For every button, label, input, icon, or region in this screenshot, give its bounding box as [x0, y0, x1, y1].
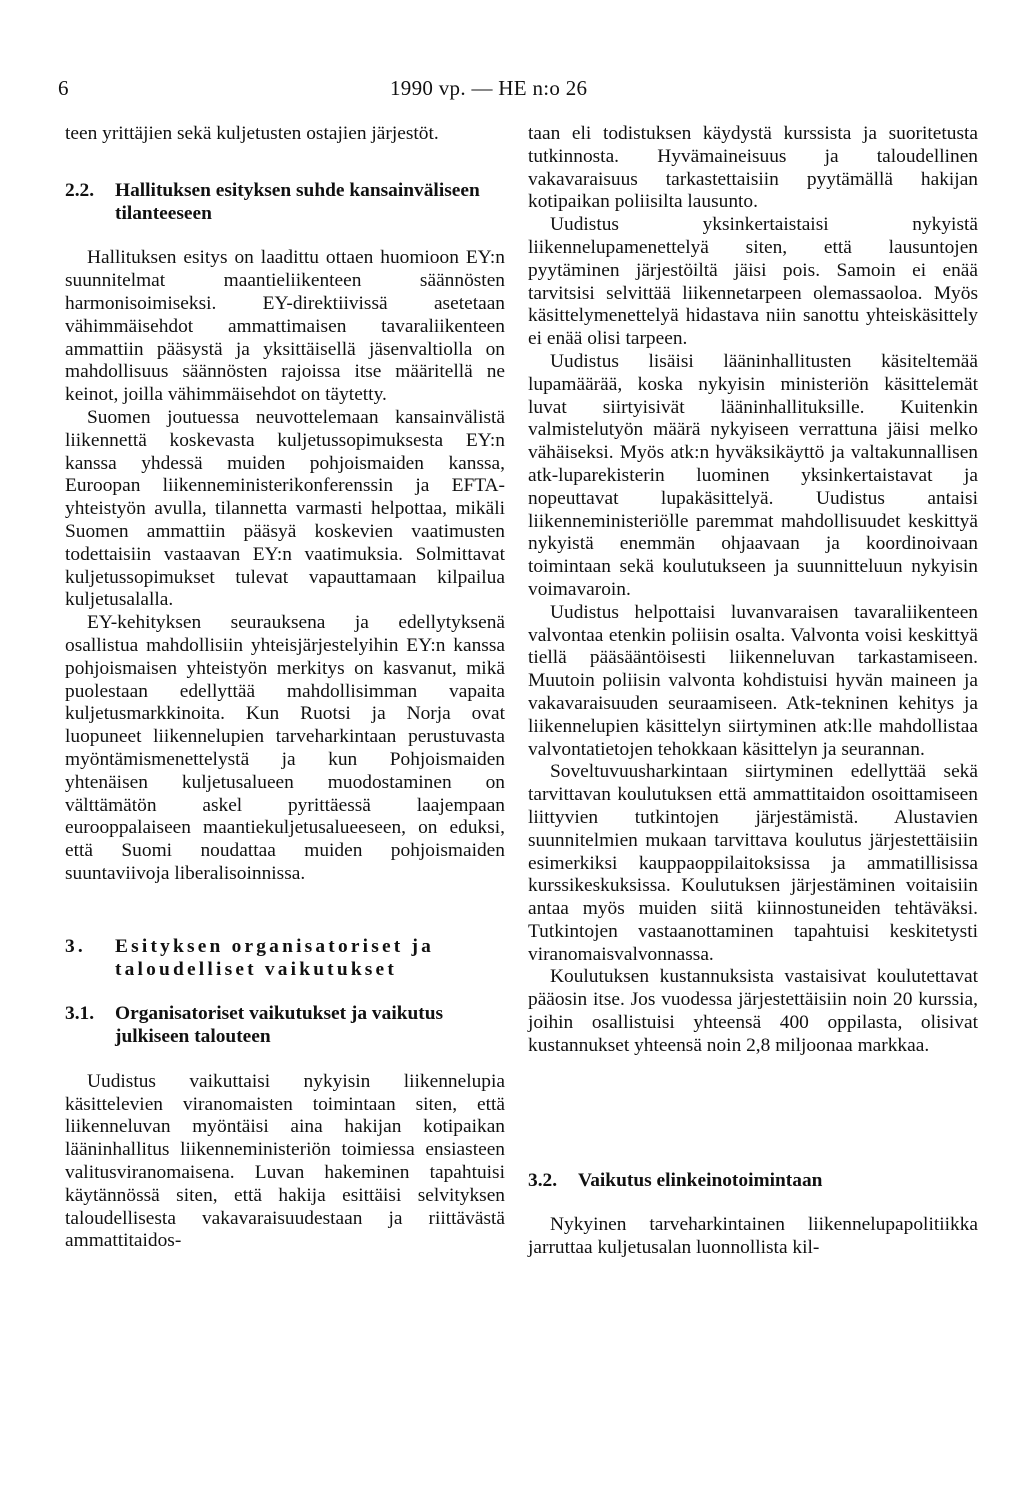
paragraph: Hallituksen esitys on laadittu ottaen huomioon EY:n suunnitelmat maantieliikenteen säännösten harmonisoimiseksi. EY-direktiivissä asetetaan vähimmäisehdot ammattimaisen tavaraliikenteen ammattiin pääsystä ja yksittäisellä jäsenvaltiolla on mahdollisuus säännösten rajoissa itse määritellä ne keinot, joilla vähimmäisehdot on täytetty.	[65, 247, 505, 406]
running-head: 1990 vp. — HE n:o 26	[390, 76, 588, 100]
paragraph: Suomen joutuessa neuvottelemaan kansainvälistä liikennettä koskevasta kuljetussopimuksesta EY:n kanssa yhdessä muiden pohjoismaiden kanssa, Euroopan liikenneministerikonferenssin ja EFTA-yhteistyön avulla, tilannetta varmasti helpottaa, mikäli Suomen ammattiin pääsyä koskevien vaatimusten todettaisiin vastaavan EY:n vaatimuksia. Solmittavat kuljetussopimukset tulevat vapauttamaan kilpailua kuljetusalalla.	[65, 406, 505, 611]
section-heading-3-2	[528, 1170, 978, 1193]
section-title: Hallituksen esityksen suhde kansainväliseen tilanteeseen	[115, 179, 480, 224]
section-title: Esityksen organisatoriset ja taloudelliset vaikutukset	[115, 935, 435, 980]
paragraph: Uudistus helpottaisi luvanvaraisen tavaraliikenteen valvontaa etenkin poliisin osalta. Valvonta voisi keskittyä tiellä pääsääntöisesti liikenneluvan tarkastamiseen. Muutoin poliisin valvonta kohdistuisi hyvän maineen ja vakavaraisuuden seuraamiseen. Atk-tekninen kehitys ja liikennelupien käsittelyn siirtyminen atk:lle mahdollistaa valvontatietojen tehokkaan käsittelyn ja seurannan.	[528, 601, 978, 760]
right-column	[528, 123, 978, 1260]
paragraph: Uudistus vaikuttaisi nykyisin liikennelupia käsittelevien viranomaisten toimintaan siten, että liikenneluvan myöntäisi aina hakijan kotipaikan lääninhallitus liikenneministeriön toimiessa ensiasteen valitusviranomaisena. Luvan hakeminen tapahtuisi käytännössä siten, että hakija esittäisi selvityksen taloudellisesta vakavaraisuudestaan ja riittävästä ammattitaidos-	[65, 1070, 505, 1252]
section-number: 3.2.	[528, 1169, 558, 1191]
left-column	[65, 123, 505, 1253]
section-title: Vaikutus elinkeinotoimintaan	[578, 1169, 823, 1191]
section-heading-2-2	[65, 180, 505, 226]
section-number: 3.1.	[65, 1003, 95, 1025]
paragraph: Koulutuksen kustannuksista vastaisivat koulutettavat pääosin itse. Jos vuodessa järjestettäisiin noin 20 kurssia, joihin osallistuisi yhteensä 400 oppilasta, olisivat kustannukset yhteensä noin 2,8 miljoonaa markkaa.	[528, 966, 978, 1056]
paragraph: teen yrittäjien sekä kuljetusten ostajien järjestöt.	[65, 123, 439, 144]
paragraph: Soveltuvuusharkintaan siirtyminen edellyttää sekä tarvittavan koulutuksen että ammattitaidon osoittamiseen liittyvien tutkintojen järjestämistä. Alustavien suunnitelmien mukaan tarvittava koulutus järjestettäisiin esimerkiksi kauppaoppilaitoksissa ja ammatillisissa kurssikeskuksissa. Koulutuksen järjestäminen voitaisiin antaa myös muiden siitä kiinnostuneiden tehtäväksi. Tutkintojen vastaanottaminen tapahtuisi keskitetysti viranomaisvalvonnassa.	[528, 761, 978, 965]
paragraph: Uudistus yksinkertaistaisi nykyistä liikennelupamenettelyä siten, että lausuntojen pyytäminen järjestöiltä jäisi pois. Samoin ei enää tarvitsisi selvittää liikennetarpeen olemassaoloa. Myös käsittelymenettelyä hidastava niin sanottu yhteiskäsittely ei enää olisi tarpeen.	[528, 214, 978, 350]
section-heading-3	[65, 936, 505, 982]
section-title: Organisatoriset vaikutukset ja vaikutus julkiseen talouteen	[115, 1003, 444, 1048]
paragraph: Uudistus lisäisi lääninhallitusten käsiteltemää lupamäärää, koska nykyisin ministeriön käsittelemät luvat siirtyisivät lääninhallituksille. Kuitenkin valmistelutyön määrä nykyiseen verrattuna jäisi melko vähäiseksi. Myös atk:n hyväksikäyttö ja valtakunnallisen atk-luparekisterin luominen yksinkertaistavat ja nopeuttavat lupakäsittelyä. Uudistus antaisi liikenneministeriölle paremmat mahdollisuudet keskittyä nykyistä enemmän ohjaavaan ja koordinoivaan toimintaan sekä koulutukseen ja suunnitteluun nykyisin voimavaroin.	[528, 350, 978, 600]
page-number: 6	[58, 76, 69, 100]
paragraph: taan eli todistuksen käydystä kurssista ja suoritetusta tutkinnosta. Hyvämaineisuus ja taloudellinen vakavaraisuus tarkastettaisiin pyytämällä hakijan kotipaikan poliisilta lausunto.	[528, 123, 978, 213]
section-number: 2.2.	[65, 179, 95, 201]
paragraph: EY-kehityksen seurauksena ja edellytyksenä osallistua mahdollisiin yhteisjärjestelyihin EY:n kanssa pohjoismaisen yhteistyön merkitys on kasvanut, mikä puolestaan edellyttää mahdollisimman vapaita kuljetusmarkkinoita. Kun Ruotsi ja Norja ovat luopuneet liikennelupien tarveharkintaan perustuvasta myöntämismenettelystä ja kun Pohjoismaiden yhtenäisen kuljetusalueen muodostaminen on välttämätön askel pyrittäessä laajempaan eurooppalaiseen maantiekuljetusalueeseen, on eduksi, että Suomi noudattaa muiden pohjoismaiden suuntaviivoja liberalisoinnissa.	[65, 612, 505, 884]
paragraph: Nykyinen tarveharkintainen liikennelupapolitiikka jarruttaa kuljetusalan luonnollista kil-	[528, 1214, 978, 1259]
section-heading-3-1	[65, 1003, 505, 1049]
section-number: 3.	[65, 935, 86, 957]
